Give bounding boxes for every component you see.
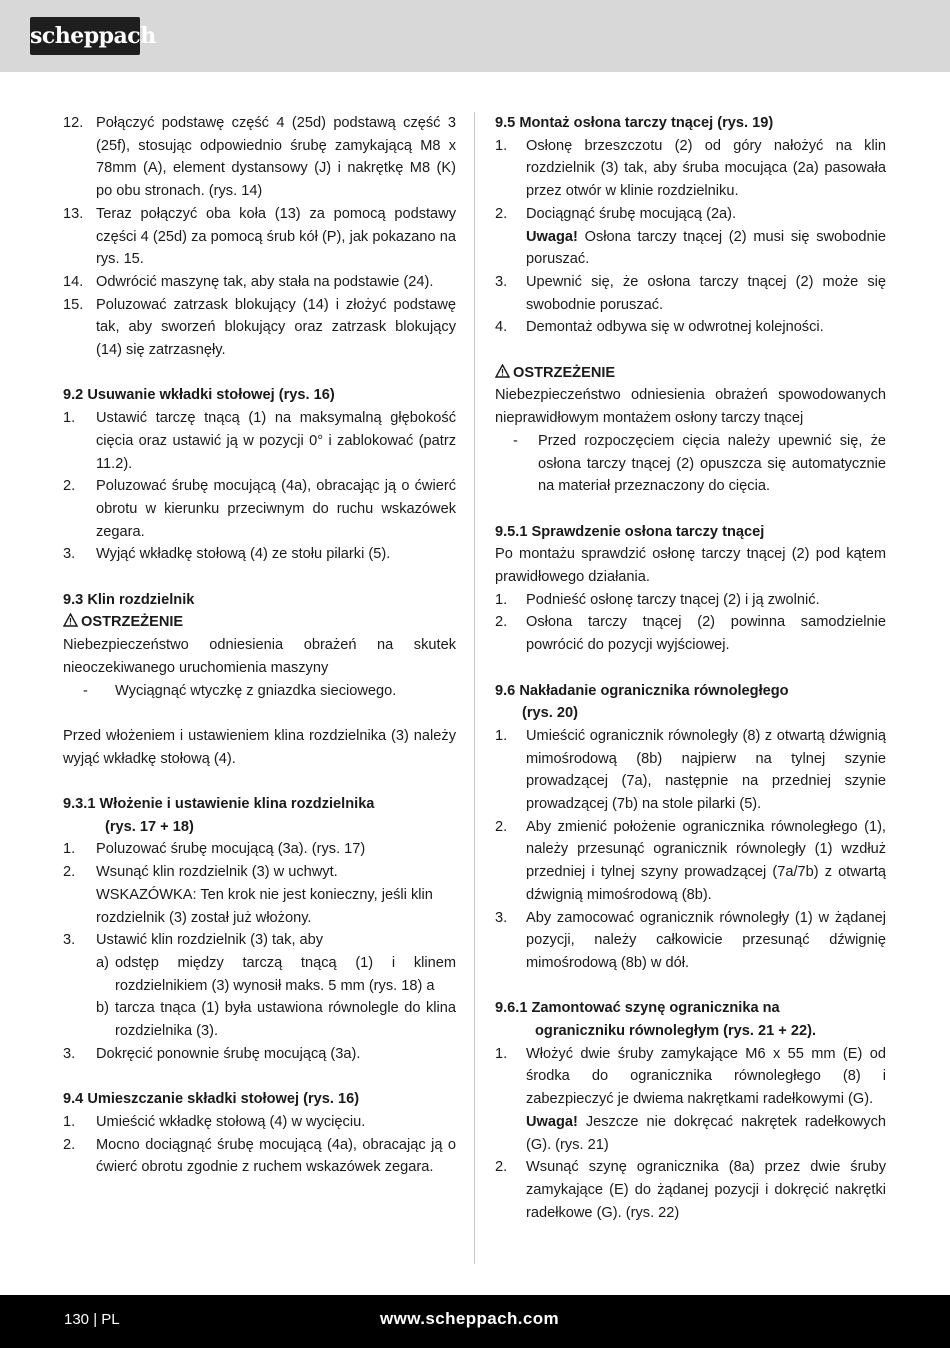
- list-item: 1. Poluzować śrubę mocującą (3a). (rys. 17): [63, 841, 366, 858]
- note-text: WSKAZÓWKA: Ten krok nie jest konieczny, jeśli klin rozdzielnik (3) został już włożony.: [96, 886, 433, 926]
- list-item: 1. Umieścić ogranicznik równoległy (8) z otwartą dźwignią mimośrodową (8b) najpierw na tylnej szynie prowadzącej (7a), następnie na przedniej szynie prowadzącej (7b) na stole pilarki (5).: [495, 727, 886, 813]
- list-item: 2. Osłona tarczy tnącej (2) powinna samodzielnie powrócić do pozycji wyjściowej.: [495, 614, 886, 654]
- list-item: 2. Wsunąć klin rozdzielnik (3) w uchwyt.: [63, 864, 338, 881]
- list-item: - Przed rozpoczęciem cięcia należy upewnić się, że osłona tarczy tnącej (2) opuszcza się automatycznie na materiał przeznaczony do cięcia.: [513, 432, 886, 495]
- scheppach-logo: scheppach: [30, 17, 140, 55]
- list-item: 2. Mocno dociągnąć śrubę mocującą (4a), obracając ją o ćwierć obrotu zgodnie z ruchem wskazówek zegara.: [63, 1136, 456, 1176]
- left-column: [63, 112, 456, 1179]
- warning-text: Niebezpieczeństwo odniesienia obrażeń spowodowanych nieprawidłowym montażem osłony tarczy tnącej: [495, 387, 886, 427]
- column-divider: [474, 112, 475, 1264]
- list-item: 3. Dokręcić ponownie śrubę mocującą (3a).: [63, 1045, 361, 1062]
- note-text: Uwaga! Osłona tarczy tnącej (2) musi się swobodnie poruszać.: [526, 228, 886, 268]
- section-heading: 9.5.1 Sprawdzenie osłona tarczy tnącej: [495, 523, 765, 540]
- sub-list-item: b) tarcza tnąca (1) była ustawiona równolegle do klina rozdzielnika (3).: [96, 1000, 456, 1040]
- warning-heading: OSTRZEŻENIE: [63, 611, 456, 634]
- section-heading: 9.5 Montaż osłona tarczy tnącej (rys. 19): [495, 115, 774, 131]
- section-heading: 9.6.1 Zamontować szynę ogranicznika na: [495, 1000, 780, 1017]
- list-item: 2. Dociągnąć śrubę mocującą (2a).: [495, 205, 737, 222]
- list-item: 15. Poluzować zatrzask blokujący (14) i złożyć podstawę tak, aby sworzeń blokujący oraz zatrzask blokujący (14) się zatrzasnęły.: [63, 296, 456, 359]
- page-footer: [0, 1295, 950, 1348]
- paragraph: Przed włożeniem i ustawieniem klina rozdzielnika (3) należy wyjąć wkładkę stołową (4).: [63, 727, 456, 767]
- list-item: 3. Ustawić klin rozdzielnik (3) tak, aby: [63, 932, 324, 949]
- list-item: 1. Włożyć dwie śruby zamykające M6 x 55 mm (E) od środka do ogranicznika równoległego (8) i zabezpieczyć je dwiema nakrętkami radełkowymi (G).: [495, 1045, 886, 1108]
- list-item: 1. Ustawić tarczę tnącą (1) na maksymalną głębokość cięcia oraz ustawić ją w pozycji 0° i zablokować (patrz 11.2).: [63, 410, 456, 472]
- list-item: 1. Podnieść osłonę tarczy tnącej (2) i ją zwolnić.: [495, 591, 820, 608]
- page-number: 130 | PL: [64, 1311, 120, 1328]
- page-header: [0, 0, 950, 72]
- list-item: 2. Aby zmienić położenie ogranicznika równoległego (1), należy przesunąć ogranicznik równoległy (1) wzdłuż przedniej i tylnej szyny prowadzącej (7a/7b) z otwartą dźwignią mimośrodową (8b).: [495, 818, 886, 903]
- section-heading-cont: (rys. 17 + 18): [105, 818, 194, 835]
- warning-heading: OSTRZEŻENIE: [495, 362, 886, 385]
- right-column: [495, 112, 886, 1224]
- section-heading: 9.2 Usuwanie wkładki stołowej (rys. 16): [63, 387, 335, 404]
- list-item: 2. Poluzować śrubę mocującą (4a), obracając ją o ćwierć obrotu w kierunku przeciwnym do ruchu wskazówek zegara.: [63, 478, 456, 540]
- section-heading: 9.6 Nakładanie ogranicznika równoległego: [495, 682, 789, 699]
- warning-triangle-icon: [63, 613, 78, 627]
- list-item: 13. Teraz połączyć oba koła (13) za pomocą podstawy części 4 (25d) za pomocą śrub kół (P), jak pokazano na rys. 15.: [63, 205, 456, 268]
- section-heading: 9.4 Umieszczanie składki stołowej (rys. 16): [63, 1091, 360, 1108]
- note-text: Uwaga! Jeszcze nie dokręcać nakrętek radełkowych (G). (rys. 21): [526, 1113, 886, 1153]
- list-item: 12. Połączyć podstawę część 4 (25d) podstawą część 3 (25f), stosując odpowiednio śrubę zamykającą M8 x 78mm (A), element dystansowy (J) i nakrętkę M8 (K) po obu stronach. (rys. 14): [63, 115, 456, 200]
- section-heading: 9.3 Klin rozdzielnik: [63, 591, 195, 608]
- sub-list-item: a) odstęp między tarczą tnącą (1) i klinem rozdzielnikiem (3) wynosił maks. 5 mm (rys. 18) a: [96, 954, 456, 994]
- section-heading: 9.3.1 Włożenie i ustawienie klina rozdzielnika: [63, 796, 375, 813]
- list-item: 1. Umieścić wkładkę stołową (4) w wycięciu.: [63, 1113, 366, 1130]
- warning-text: Niebezpieczeństwo odniesienia obrażeń na skutek nieoczekiwanego uruchomienia maszyny: [63, 637, 456, 676]
- list-item: 1. Osłonę brzeszczotu (2) od góry nałożyć na klin rozdzielnik (3) tak, aby śruba mocująca (2a) pasowała przez otwór w klinie rozdzielniku.: [495, 137, 886, 200]
- list-item: - Wyciągnąć wtyczkę z gniazdka sieciowego.: [83, 682, 397, 699]
- list-item: 3. Wyjąć wkładkę stołową (4) ze stołu pilarki (5).: [63, 546, 391, 563]
- warning-triangle-icon: [495, 364, 510, 378]
- list-item: 4. Demontaż odbywa się w odwrotnej kolejności.: [495, 319, 824, 336]
- list-item: 14. Odwrócić maszynę tak, aby stała na podstawie (24).: [63, 273, 434, 290]
- section-heading-cont: ograniczniku równoległym (rys. 21 + 22).: [535, 1023, 817, 1040]
- paragraph: Po montażu sprawdzić osłonę tarczy tnącej (2) pod kątem prawidłowego działania.: [495, 546, 886, 586]
- list-item: 3. Aby zamocować ogranicznik równoległy (1) w żądanej pozycji, należy całkowicie przesunąć dźwignię mimośrodową (8b) w dół.: [495, 909, 886, 971]
- list-item: 3. Upewnić się, że osłona tarczy tnącej (2) może się swobodnie poruszać.: [495, 273, 886, 313]
- section-heading-cont: (rys. 20): [522, 705, 578, 722]
- list-item: 2. Wsunąć szynę ogranicznika (8a) przez dwie śruby zamykające (E) do żądanej pozycji i dokręcić nakrętki radełkowe (G). (rys. 22): [495, 1159, 886, 1221]
- website-link[interactable]: www.scheppach.com: [380, 1309, 560, 1328]
